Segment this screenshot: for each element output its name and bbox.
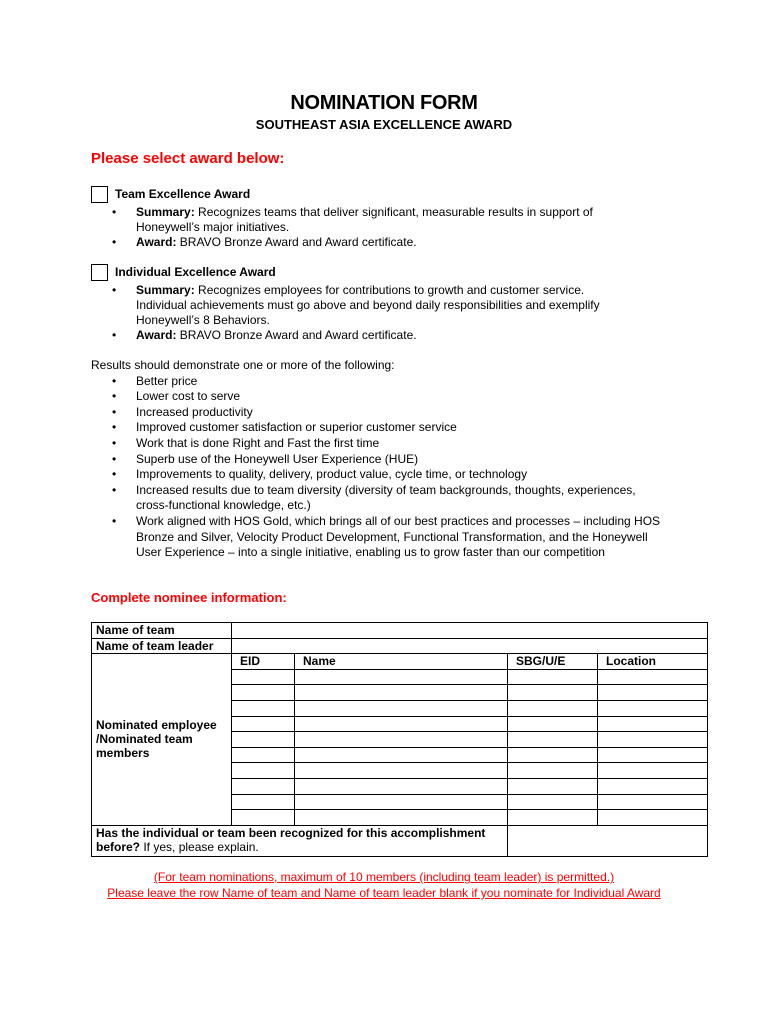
- location-cell[interactable]: [598, 747, 708, 763]
- results-item: • Lower cost to serve: [91, 389, 671, 405]
- award-label: Award:: [136, 235, 177, 249]
- name-of-team-leader-field[interactable]: [232, 638, 708, 654]
- results-item: • Improved customer satisfaction or superior customer service: [91, 420, 671, 436]
- sbg-cell[interactable]: [508, 763, 598, 779]
- sbg-cell[interactable]: [508, 685, 598, 701]
- recognized-before-label: [92, 825, 508, 856]
- award-label: Award:: [136, 328, 177, 342]
- name-cell[interactable]: [295, 810, 508, 826]
- team-nomination-note: (For team nominations, maximum of 10 members (including team leader) is permitted.): [153, 870, 615, 884]
- name-cell[interactable]: [295, 685, 508, 701]
- location-cell[interactable]: [598, 669, 708, 685]
- sbg-cell[interactable]: [508, 778, 598, 794]
- summary-text: Recognizes employees for contributions to growth and customer service. Individual achievements must go above and beyond daily responsibilities and exemplify Honeywell’s 8 Behaviors.: [136, 283, 600, 327]
- column-header-name: Name: [295, 654, 508, 670]
- sbg-cell[interactable]: [508, 716, 598, 732]
- location-cell[interactable]: [598, 778, 708, 794]
- name-cell[interactable]: [295, 794, 508, 810]
- eid-cell[interactable]: [232, 685, 295, 701]
- individual-award-block: [91, 263, 691, 343]
- location-cell[interactable]: [598, 763, 708, 779]
- award-text: BRAVO Bronze Award and Award certificate.: [176, 235, 417, 249]
- team-award-prize: [91, 235, 611, 250]
- table-row: [92, 825, 708, 856]
- results-item: • Increased results due to team diversity (diversity of team backgrounds, thoughts, experiences, cross-functional knowledge, etc.): [91, 483, 671, 514]
- sbg-cell[interactable]: [508, 794, 598, 810]
- name-cell[interactable]: [295, 747, 508, 763]
- name-cell[interactable]: [295, 669, 508, 685]
- sbg-cell[interactable]: [508, 669, 598, 685]
- eid-cell[interactable]: [232, 732, 295, 748]
- name-of-team-field[interactable]: [232, 623, 708, 639]
- individual-award-checkbox[interactable]: [91, 264, 108, 281]
- name-cell[interactable]: [295, 778, 508, 794]
- results-item: • Increased productivity: [91, 405, 671, 421]
- individual-award-title: Individual Excellence Award: [115, 264, 276, 279]
- team-award-block: [91, 185, 691, 250]
- table-row: [92, 638, 708, 654]
- results-intro: Results should demonstrate one or more of the following:: [91, 358, 395, 372]
- table-row: [92, 623, 708, 639]
- individual-award-prize: [91, 328, 616, 343]
- eid-cell[interactable]: [232, 810, 295, 826]
- name-of-team-leader-label: Name of team leader: [92, 638, 232, 654]
- nominee-table: [91, 622, 708, 857]
- recognized-before-field[interactable]: [508, 825, 708, 856]
- individual-award-summary: [91, 283, 616, 328]
- results-item: • Improvements to quality, delivery, product value, cycle time, or technology: [91, 467, 671, 483]
- location-cell[interactable]: [598, 685, 708, 701]
- results-section: [91, 358, 691, 561]
- name-cell[interactable]: [295, 763, 508, 779]
- location-cell[interactable]: [598, 732, 708, 748]
- eid-cell[interactable]: [232, 794, 295, 810]
- team-award-checkbox[interactable]: [91, 186, 108, 203]
- eid-cell[interactable]: [232, 763, 295, 779]
- award-text: BRAVO Bronze Award and Award certificate.: [176, 328, 417, 342]
- results-item: • Better price: [91, 374, 671, 390]
- page-title: NOMINATION FORM: [290, 92, 478, 114]
- location-cell[interactable]: [598, 716, 708, 732]
- page-subtitle: SOUTHEAST ASIA EXCELLENCE AWARD: [255, 117, 513, 132]
- location-cell[interactable]: [598, 810, 708, 826]
- name-of-team-label: Name of team: [92, 623, 232, 639]
- eid-cell[interactable]: [232, 778, 295, 794]
- nominated-members-label: Nominated employee /Nominated team members: [92, 654, 232, 826]
- name-cell[interactable]: [295, 716, 508, 732]
- summary-text: Recognizes teams that deliver significant, measurable results in support of Honeywell’s major initiatives.: [136, 205, 593, 234]
- location-cell[interactable]: [598, 794, 708, 810]
- eid-cell[interactable]: [232, 716, 295, 732]
- sbg-cell[interactable]: [508, 810, 598, 826]
- results-item: • Superb use of the Honeywell User Experience (HUE): [91, 452, 671, 468]
- results-item: • Work aligned with HOS Gold, which brings all of our best practices and processes – including HOS Bronze and Silver, Velocity Product Development, Functional Transformation, and the Honeywell User Experience – into a single initiative, enabling us to grow faster than our competition: [91, 514, 671, 561]
- sbg-cell[interactable]: [508, 732, 598, 748]
- name-cell[interactable]: [295, 732, 508, 748]
- nominee-section-heading: Complete nominee information:: [91, 590, 287, 605]
- individual-award-note: Please leave the row Name of team and Name of team leader blank if you nominate for Individual Award: [107, 886, 661, 900]
- eid-cell[interactable]: [232, 669, 295, 685]
- team-award-title: Team Excellence Award: [115, 186, 251, 201]
- name-cell[interactable]: [295, 700, 508, 716]
- team-award-summary: [91, 205, 611, 235]
- recognized-hint: If yes, please explain.: [140, 839, 259, 854]
- recognized-question: Has the individual or team been recognized for this accomplishment before?: [96, 825, 486, 854]
- eid-cell[interactable]: [232, 700, 295, 716]
- table-header-row: [92, 654, 708, 670]
- sbg-cell[interactable]: [508, 747, 598, 763]
- summary-label: Summary:: [136, 283, 195, 297]
- award-section-heading: Please select award below:: [91, 150, 285, 167]
- column-header-sbg: SBG/U/E: [508, 654, 598, 670]
- column-header-eid: EID: [232, 654, 295, 670]
- summary-label: Summary:: [136, 205, 195, 219]
- location-cell[interactable]: [598, 700, 708, 716]
- eid-cell[interactable]: [232, 747, 295, 763]
- column-header-location: Location: [598, 654, 708, 670]
- results-item: • Work that is done Right and Fast the first time: [91, 436, 671, 452]
- sbg-cell[interactable]: [508, 700, 598, 716]
